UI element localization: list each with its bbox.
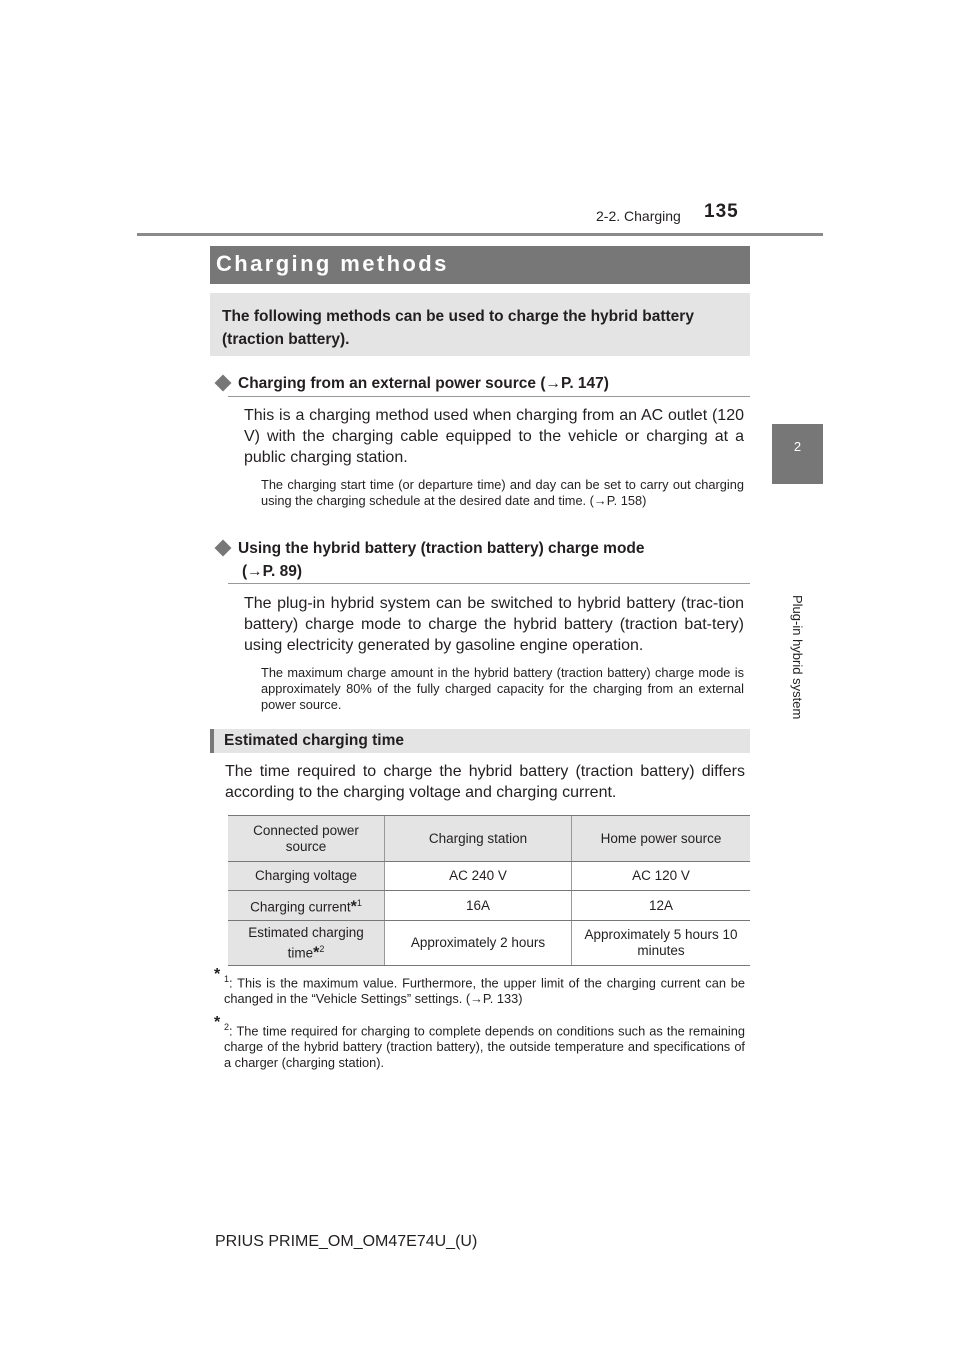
table-row bbox=[228, 862, 750, 891]
table-cell: AC 120 V bbox=[572, 862, 751, 891]
row-label: Charging voltage bbox=[254, 868, 358, 883]
estimated-body: The time required to charge the hybrid battery (traction battery) differs according to the charging voltage and charging current. bbox=[225, 763, 745, 801]
method2-heading-line1: Using the hybrid battery (traction battery) charge mode bbox=[238, 540, 645, 557]
method1-heading bbox=[213, 372, 753, 395]
method2-note: The maximum charge amount in the hybrid battery (traction battery) charge mode is approximately 80% of the fully charged capacity for the charging from an external power source. bbox=[261, 665, 744, 712]
table-cell: 16A bbox=[385, 891, 572, 921]
page-number: 135 bbox=[704, 201, 739, 222]
intro-text: The following methods can be used to charge the hybrid battery (traction battery). bbox=[222, 308, 694, 348]
footnote-star: * bbox=[214, 966, 221, 983]
row-label-cell bbox=[228, 921, 385, 966]
method2-heading bbox=[213, 537, 753, 560]
table-cell: Approximately 5 hours 10 minutes bbox=[572, 921, 751, 966]
row-label-cell bbox=[228, 891, 385, 921]
footnote bbox=[214, 966, 745, 1007]
section-title-bar bbox=[210, 246, 750, 284]
footnote bbox=[214, 1014, 745, 1071]
footnote-body bbox=[214, 1019, 745, 1071]
table-row bbox=[228, 921, 750, 966]
chapter-number: 2 bbox=[793, 439, 802, 454]
footnote-star: * bbox=[350, 898, 357, 916]
footnote-text: : The time required for charging to complete depends on conditions such as the remaining charge of the hybrid battery (traction battery), the outside temperature and specifications of a charger (charging station). bbox=[224, 1023, 745, 1071]
subheading-bar bbox=[210, 729, 750, 753]
table-row bbox=[228, 891, 750, 921]
diamond-bullet-icon bbox=[215, 539, 232, 556]
method1-body: This is a charging method used when charging from an AC outlet (120 V) with the charging cable equipped to the vehicle or charging at a public charging station. bbox=[244, 407, 744, 466]
method1-note: The charging start time (or departure time) and day can be set to carry out charging using the charging schedule at the desired date and time. (→P. 158) bbox=[261, 477, 744, 508]
footnote-star: * bbox=[313, 944, 320, 962]
table-header-row bbox=[228, 816, 750, 862]
section-title: Charging methods bbox=[216, 251, 449, 276]
heading-underline bbox=[228, 583, 750, 584]
footnote-ref: 2 bbox=[319, 943, 325, 954]
footnote-star: * bbox=[214, 1014, 221, 1031]
footnote-ref: 1 bbox=[356, 898, 362, 909]
footnote-number: 1 bbox=[224, 974, 230, 984]
intro-box bbox=[210, 293, 750, 356]
running-header-section: 2-2. Charging bbox=[596, 208, 681, 224]
table-header-cell: Connected power source bbox=[228, 816, 385, 862]
footnote-body bbox=[214, 971, 745, 1007]
charging-time-table bbox=[228, 815, 750, 966]
method2-body: The plug-in hybrid system can be switched to hybrid battery (trac-tion battery) charge mode to charge the hybrid battery (traction bat-tery) using electricity generated by gasoline engine operation. bbox=[244, 595, 744, 654]
table-cell: AC 240 V bbox=[385, 862, 572, 891]
footnote-text: : This is the maximum value. Furthermore, the upper limit of the charging current can be changed in the “Vehicle Settings” settings. (→P. 133) bbox=[224, 975, 745, 1007]
table-header-cell: Home power source bbox=[572, 816, 751, 862]
document-code: PRIUS PRIME_OM_OM47E74U_(U) bbox=[215, 1233, 478, 1250]
row-label: Estimated charging time bbox=[248, 924, 364, 961]
method2-heading-line2: (→P. 89) bbox=[242, 563, 303, 580]
row-label-cell bbox=[228, 862, 385, 891]
diamond-bullet-icon bbox=[215, 374, 232, 391]
chapter-tab bbox=[772, 424, 823, 484]
table-cell: Approximately 2 hours bbox=[385, 921, 572, 966]
chapter-label: Plug-in hybrid system bbox=[790, 595, 805, 720]
table-header-cell: Charging station bbox=[385, 816, 572, 862]
row-label: Charging current bbox=[250, 899, 351, 915]
heading-underline bbox=[228, 396, 750, 397]
method1-heading-text: Charging from an external power source (→P. 147) bbox=[238, 375, 609, 392]
footnote-number: 2 bbox=[224, 1022, 230, 1032]
table-cell: 12A bbox=[572, 891, 751, 921]
header-rule bbox=[137, 233, 823, 236]
subheading-text: Estimated charging time bbox=[224, 732, 405, 749]
